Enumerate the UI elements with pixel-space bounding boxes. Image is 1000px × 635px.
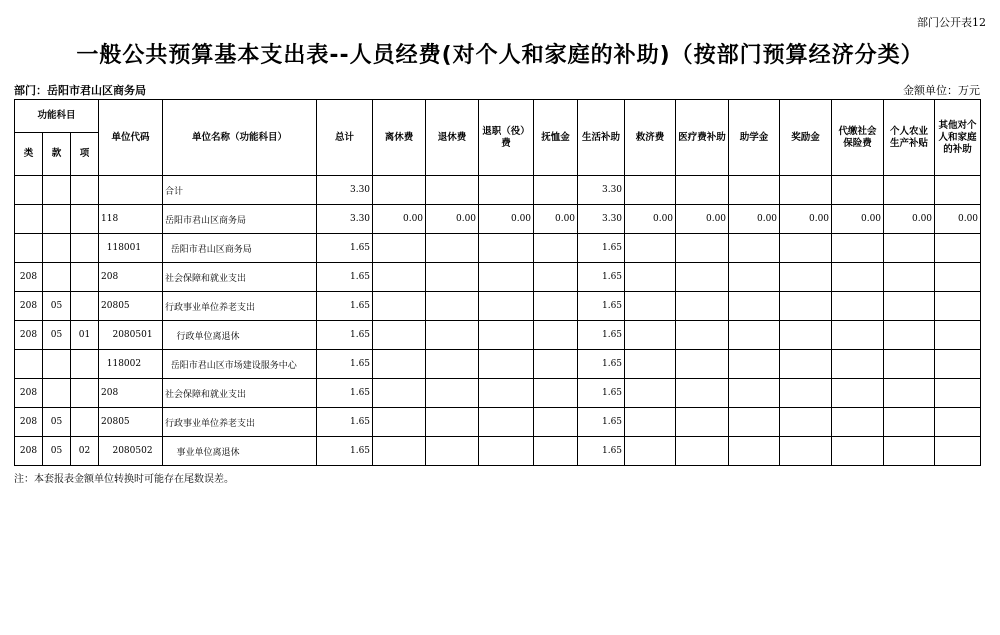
cell-amount	[373, 408, 426, 437]
cell-amount	[780, 176, 832, 205]
cell-amount	[729, 234, 780, 263]
cell-amount	[676, 350, 729, 379]
cell-amount	[625, 321, 676, 350]
cell-amount: 0.00	[832, 205, 884, 234]
cell-amount	[832, 292, 884, 321]
cell-amount	[780, 408, 832, 437]
cell-amount	[479, 408, 534, 437]
cell-amount	[935, 408, 981, 437]
cell-amount	[676, 234, 729, 263]
cell-amount	[884, 437, 935, 466]
cell-amount: 1.65	[578, 437, 625, 466]
cell-amount: 1.65	[578, 321, 625, 350]
cell-unit-code	[99, 176, 163, 205]
cell-amount	[426, 234, 479, 263]
cell-amount	[426, 176, 479, 205]
cell-amount: 0.00	[780, 205, 832, 234]
cell-unit-name: 岳阳市君山区商务局	[163, 205, 317, 234]
cell-kuan	[43, 176, 71, 205]
cell-amount	[935, 234, 981, 263]
header-col: 医疗费补助	[676, 100, 729, 176]
cell-amount: 1.65	[578, 379, 625, 408]
cell-amount: 0.00	[676, 205, 729, 234]
cell-xiang: 01	[71, 321, 99, 350]
cell-amount	[676, 437, 729, 466]
cell-amount	[884, 292, 935, 321]
table-row	[15, 234, 981, 263]
cell-amount: 1.65	[578, 350, 625, 379]
cell-xiang	[71, 234, 99, 263]
cell-unit-name: 社会保障和就业支出	[163, 379, 317, 408]
cell-unit-code: 118001	[99, 234, 163, 263]
cell-amount	[373, 437, 426, 466]
cell-kuan: 05	[43, 292, 71, 321]
cell-amount	[729, 292, 780, 321]
cell-xiang	[71, 292, 99, 321]
cell-amount	[534, 234, 578, 263]
cell-amount	[625, 234, 676, 263]
cell-amount	[935, 437, 981, 466]
header-xiang: 项	[71, 133, 99, 176]
header-col: 助学金	[729, 100, 780, 176]
cell-unit-code: 2080502	[99, 437, 163, 466]
cell-amount: 0.00	[625, 205, 676, 234]
cell-amount	[625, 379, 676, 408]
header-col: 救济费	[625, 100, 676, 176]
header-kuan: 款	[43, 133, 71, 176]
cell-amount	[780, 321, 832, 350]
cell-amount	[426, 379, 479, 408]
cell-unit-code: 20805	[99, 292, 163, 321]
cell-lei: 208	[15, 292, 43, 321]
cell-amount	[373, 379, 426, 408]
cell-amount	[625, 263, 676, 292]
cell-amount	[884, 176, 935, 205]
cell-amount	[780, 437, 832, 466]
header-unit-code: 单位代码	[99, 100, 163, 176]
cell-xiang	[71, 263, 99, 292]
cell-total: 3.30	[317, 176, 373, 205]
cell-total: 1.65	[317, 234, 373, 263]
cell-amount	[625, 437, 676, 466]
cell-amount	[676, 176, 729, 205]
cell-kuan	[43, 350, 71, 379]
cell-unit-name: 社会保障和就业支出	[163, 263, 317, 292]
cell-xiang	[71, 379, 99, 408]
cell-total: 1.65	[317, 379, 373, 408]
cell-xiang	[71, 350, 99, 379]
cell-amount	[534, 350, 578, 379]
cell-amount	[780, 350, 832, 379]
cell-amount	[780, 234, 832, 263]
cell-amount	[884, 234, 935, 263]
table-row	[15, 379, 981, 408]
cell-amount	[832, 234, 884, 263]
cell-amount: 0.00	[935, 205, 981, 234]
cell-amount	[373, 350, 426, 379]
cell-total: 3.30	[317, 205, 373, 234]
header-col: 代缴社会保险费	[832, 100, 884, 176]
cell-amount: 1.65	[578, 292, 625, 321]
header-col: 抚恤金	[534, 100, 578, 176]
cell-amount	[676, 321, 729, 350]
cell-amount	[373, 176, 426, 205]
cell-amount	[729, 379, 780, 408]
cell-unit-name: 合计	[163, 176, 317, 205]
cell-amount	[729, 408, 780, 437]
cell-amount	[832, 263, 884, 292]
header-unit-name: 单位名称（功能科目）	[163, 100, 317, 176]
cell-amount	[676, 292, 729, 321]
cell-amount	[479, 437, 534, 466]
header-func-subject: 功能科目	[15, 100, 99, 133]
cell-xiang	[71, 176, 99, 205]
cell-total: 1.65	[317, 263, 373, 292]
cell-amount	[729, 176, 780, 205]
cell-amount	[780, 263, 832, 292]
cell-amount	[479, 263, 534, 292]
cell-amount	[935, 263, 981, 292]
header-col: 退休费	[426, 100, 479, 176]
cell-amount	[479, 234, 534, 263]
cell-amount	[625, 292, 676, 321]
cell-amount	[479, 176, 534, 205]
cell-kuan: 05	[43, 437, 71, 466]
cell-amount	[426, 408, 479, 437]
cell-amount	[426, 263, 479, 292]
cell-amount	[373, 234, 426, 263]
footnote: 注：本套报表金额单位转换时可能存在尾数误差。	[14, 474, 234, 485]
cell-amount	[935, 321, 981, 350]
cell-amount	[676, 379, 729, 408]
cell-amount	[935, 176, 981, 205]
cell-unit-code: 118	[99, 205, 163, 234]
table-row	[15, 263, 981, 292]
cell-kuan	[43, 379, 71, 408]
table-row	[15, 292, 981, 321]
cell-amount	[832, 408, 884, 437]
cell-unit-name: 事业单位离退休	[163, 437, 317, 466]
cell-total: 1.65	[317, 350, 373, 379]
cell-amount	[729, 350, 780, 379]
cell-amount	[780, 292, 832, 321]
cell-amount	[625, 408, 676, 437]
table-row	[15, 437, 981, 466]
cell-unit-code: 20805	[99, 408, 163, 437]
cell-lei	[15, 350, 43, 379]
cell-amount	[884, 321, 935, 350]
cell-amount	[534, 379, 578, 408]
header-col: 其他对个人和家庭的补助	[935, 100, 981, 176]
cell-amount: 3.30	[578, 176, 625, 205]
cell-lei: 208	[15, 408, 43, 437]
cell-amount	[534, 437, 578, 466]
cell-amount	[373, 321, 426, 350]
table-row	[15, 205, 981, 234]
cell-amount	[729, 437, 780, 466]
cell-amount	[625, 350, 676, 379]
cell-amount: 1.65	[578, 263, 625, 292]
cell-amount	[884, 263, 935, 292]
cell-amount	[426, 321, 479, 350]
cell-amount: 1.65	[578, 408, 625, 437]
header-col: 生活补助	[578, 100, 625, 176]
table-row	[15, 321, 981, 350]
header-lei: 类	[15, 133, 43, 176]
header-col: 个人农业生产补贴	[884, 100, 935, 176]
cell-total: 1.65	[317, 321, 373, 350]
cell-kuan: 05	[43, 321, 71, 350]
cell-amount	[426, 292, 479, 321]
cell-amount	[832, 437, 884, 466]
cell-amount	[373, 263, 426, 292]
form-number: 部门公开表12	[917, 16, 986, 29]
cell-lei: 208	[15, 437, 43, 466]
cell-amount: 0.00	[479, 205, 534, 234]
cell-amount: 0.00	[729, 205, 780, 234]
cell-amount: 0.00	[373, 205, 426, 234]
cell-total: 1.65	[317, 292, 373, 321]
cell-amount	[534, 292, 578, 321]
cell-amount	[534, 321, 578, 350]
cell-amount	[479, 350, 534, 379]
cell-amount: 0.00	[426, 205, 479, 234]
cell-xiang	[71, 205, 99, 234]
cell-xiang	[71, 408, 99, 437]
cell-unit-name: 行政事业单位养老支出	[163, 292, 317, 321]
cell-amount	[676, 263, 729, 292]
expenditure-table	[14, 99, 981, 466]
table-row	[15, 408, 981, 437]
cell-amount	[534, 408, 578, 437]
header-total: 总计	[317, 100, 373, 176]
header-col: 离休费	[373, 100, 426, 176]
cell-kuan	[43, 205, 71, 234]
cell-amount: 0.00	[534, 205, 578, 234]
table-body	[15, 176, 981, 466]
cell-amount	[479, 292, 534, 321]
cell-lei: 208	[15, 263, 43, 292]
cell-amount	[832, 379, 884, 408]
cell-amount: 1.65	[578, 234, 625, 263]
cell-xiang: 02	[71, 437, 99, 466]
cell-unit-code: 208	[99, 263, 163, 292]
cell-amount	[676, 408, 729, 437]
cell-amount	[884, 350, 935, 379]
cell-amount	[884, 379, 935, 408]
cell-amount: 0.00	[884, 205, 935, 234]
page-title: 一般公共预算基本支出表--人员经费(对个人和家庭的补助)（按部门预算经济分类）	[76, 43, 924, 68]
cell-unit-name: 岳阳市君山区市场建设服务中心	[163, 350, 317, 379]
cell-lei	[15, 176, 43, 205]
cell-amount	[935, 350, 981, 379]
cell-lei: 208	[15, 321, 43, 350]
header-col: 奖励金	[780, 100, 832, 176]
cell-amount	[479, 321, 534, 350]
cell-unit-name: 行政单位离退休	[163, 321, 317, 350]
cell-total: 1.65	[317, 408, 373, 437]
table-row	[15, 350, 981, 379]
cell-amount	[832, 176, 884, 205]
cell-lei: 208	[15, 379, 43, 408]
cell-amount	[884, 408, 935, 437]
header-col: 退职（役）费	[479, 100, 534, 176]
cell-amount	[534, 176, 578, 205]
cell-amount	[373, 292, 426, 321]
cell-amount	[832, 350, 884, 379]
cell-amount	[426, 350, 479, 379]
cell-amount	[935, 292, 981, 321]
department-label: 部门：岳阳市君山区商务局	[14, 84, 146, 97]
cell-amount	[625, 176, 676, 205]
cell-amount	[479, 379, 534, 408]
cell-lei	[15, 234, 43, 263]
cell-unit-code: 118002	[99, 350, 163, 379]
cell-unit-code: 2080501	[99, 321, 163, 350]
cell-amount	[729, 321, 780, 350]
cell-unit-name: 行政事业单位养老支出	[163, 408, 317, 437]
cell-amount	[832, 321, 884, 350]
amount-unit-label: 金额单位：万元	[903, 84, 980, 97]
cell-amount	[426, 437, 479, 466]
cell-kuan	[43, 234, 71, 263]
cell-amount	[780, 379, 832, 408]
cell-total: 1.65	[317, 437, 373, 466]
cell-amount	[935, 379, 981, 408]
cell-amount	[534, 263, 578, 292]
cell-amount: 3.30	[578, 205, 625, 234]
cell-lei	[15, 205, 43, 234]
table-row	[15, 176, 981, 205]
cell-kuan	[43, 263, 71, 292]
cell-unit-code: 208	[99, 379, 163, 408]
cell-unit-name: 岳阳市君山区商务局	[163, 234, 317, 263]
cell-amount	[729, 263, 780, 292]
cell-kuan: 05	[43, 408, 71, 437]
